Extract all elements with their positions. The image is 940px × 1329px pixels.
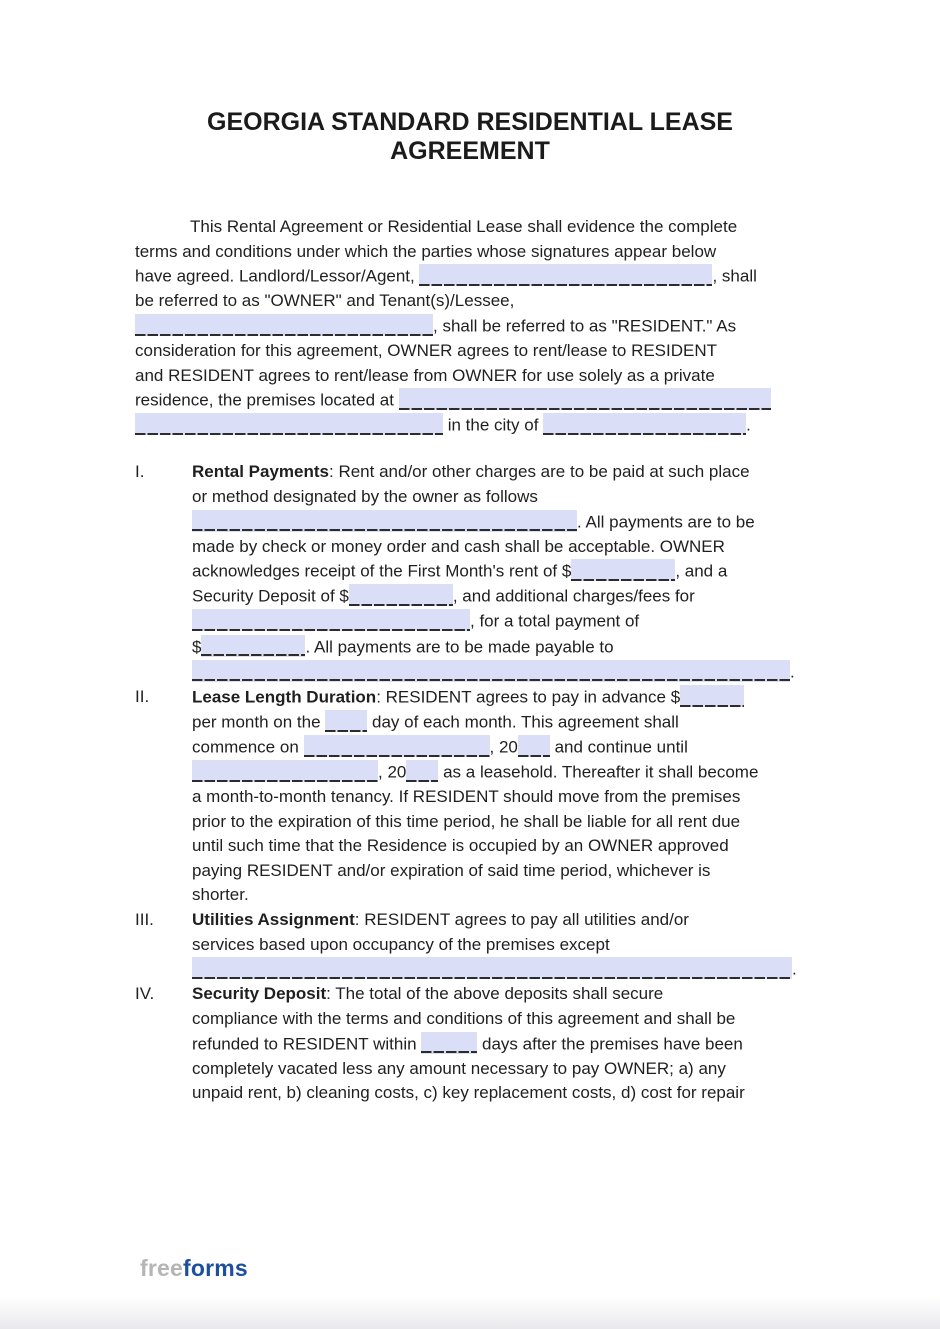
field-premises-address-line-2[interactable]	[135, 413, 443, 435]
text-run: , and a	[675, 561, 728, 581]
section-utilities-assignment	[135, 908, 940, 982]
text-run: per month on the	[192, 712, 326, 732]
field-payment-place-method[interactable]	[192, 510, 577, 532]
text-line	[135, 364, 825, 389]
field-landlord-name[interactable]	[419, 264, 712, 286]
field-first-month-rent-amount[interactable]	[571, 559, 675, 581]
text-line	[192, 785, 940, 810]
text-run: or method designated by the owner as follows	[192, 486, 538, 506]
text-run: a month-to-month tenancy. If RESIDENT should move from the premises	[192, 787, 741, 807]
field-city[interactable]	[543, 413, 746, 435]
section-security-deposit	[135, 982, 940, 1105]
text-line	[192, 735, 940, 760]
text-run: , shall be referred to as "RESIDENT." As	[433, 316, 737, 336]
field-monthly-rent-amount[interactable]	[680, 685, 744, 707]
text-line	[192, 485, 940, 510]
text-run: consideration for this agreement, OWNER agrees to rent/lease to RESIDENT	[135, 340, 718, 360]
text-run: be referred to as "OWNER" and Tenant(s)/Lessee,	[135, 291, 515, 311]
section-list	[135, 460, 940, 1105]
text-line	[135, 339, 825, 364]
text-run: . All payments are to be made payable to	[305, 637, 614, 656]
text-run: shorter.	[192, 885, 249, 905]
text-line	[192, 510, 940, 535]
text-run: This Rental Agreement or Residential Lease shall evidence the complete	[190, 217, 738, 236]
text-run: services based upon occupancy of the premises except	[192, 934, 610, 954]
text-run: compliance with the terms and conditions of this agreement and shall be	[192, 1008, 736, 1028]
text-line	[192, 908, 940, 933]
field-premises-address-line-1[interactable]	[399, 388, 771, 410]
field-end-year[interactable]	[406, 760, 438, 782]
section-numeral: III.	[135, 910, 154, 930]
text-line	[135, 215, 825, 240]
field-payment-day[interactable]	[325, 710, 367, 732]
field-security-deposit-amount[interactable]	[349, 584, 453, 606]
text-run: $	[192, 637, 202, 656]
section-lease-length-duration	[135, 685, 940, 908]
text-line	[192, 1007, 940, 1032]
text-line	[192, 810, 940, 835]
text-line	[192, 460, 940, 485]
text-line	[135, 388, 825, 413]
text-line	[192, 1032, 940, 1057]
text-line	[192, 535, 940, 560]
text-run: paying RESIDENT and/or expiration of said time period, whichever is	[192, 860, 711, 880]
text-line	[192, 710, 940, 735]
document-page	[0, 108, 940, 1329]
text-run: , for a total payment of	[470, 611, 640, 631]
text-run: until such time that the Residence is occupied by an OWNER approved	[192, 836, 729, 856]
text-line	[135, 264, 825, 289]
text-run: , shall	[712, 266, 757, 286]
text-run: days after the premises have been	[477, 1034, 743, 1053]
text-run: acknowledges receipt of the First Month's rent of $	[192, 561, 572, 581]
text-line	[135, 289, 825, 314]
text-line	[192, 933, 940, 958]
text-run: commence on	[192, 737, 304, 757]
text-run: residence, the premises located at	[135, 390, 399, 410]
section-numeral: IV.	[135, 984, 155, 1004]
text-run: prior to the expiration of this time period, he shall be liable for all rent due	[192, 811, 741, 831]
text-run: have agreed. Landlord/Lessor/Agent,	[135, 266, 420, 286]
text-run: : Rent and/or other charges are to be paid at such place	[329, 462, 750, 482]
field-total-payment-amount[interactable]	[201, 635, 305, 657]
section-numeral: I.	[135, 462, 145, 482]
intro-paragraph	[135, 215, 825, 438]
text-line	[192, 635, 940, 660]
text-line	[192, 859, 940, 884]
section-heading: Rental Payments	[192, 462, 329, 482]
section-content	[192, 460, 940, 684]
text-run: terms and conditions under which the parties whose signatures appear below	[135, 241, 717, 261]
field-tenant-name[interactable]	[135, 314, 433, 336]
text-line	[192, 1057, 940, 1082]
text-run: Security Deposit of $	[192, 586, 349, 606]
text-run: in the city of	[443, 415, 544, 435]
field-commence-date[interactable]	[304, 735, 490, 757]
section-rental-payments	[135, 460, 940, 684]
text-line	[192, 883, 940, 908]
field-end-date[interactable]	[192, 760, 378, 782]
section-numeral: II.	[135, 686, 150, 706]
text-run: completely vacated less any amount necessary to pay OWNER; a) any	[192, 1058, 726, 1078]
field-payable-to[interactable]	[192, 660, 790, 682]
freeforms-logo	[140, 1255, 248, 1282]
text-run: .	[790, 662, 795, 682]
text-line	[192, 660, 940, 685]
section-content	[192, 685, 940, 908]
text-run: , and additional charges/fees for	[452, 586, 695, 606]
text-run: , 20	[489, 737, 518, 757]
text-run: and continue until	[549, 737, 688, 757]
text-run: made by check or money order and cash shall be acceptable. OWNER	[192, 536, 725, 556]
text-run: , 20	[378, 762, 407, 782]
text-line	[192, 1081, 940, 1106]
text-line	[192, 834, 940, 859]
text-run: . All payments are to be	[577, 512, 755, 532]
text-line	[192, 584, 940, 609]
text-line	[192, 559, 940, 584]
field-utilities-exceptions[interactable]	[192, 957, 792, 979]
text-run: : RESIDENT agrees to pay in advance $	[376, 687, 681, 707]
field-additional-charges-description[interactable]	[192, 609, 470, 631]
text-line	[192, 609, 940, 634]
logo-text-forms: forms	[183, 1255, 248, 1281]
text-line	[192, 957, 940, 982]
text-line	[135, 314, 825, 339]
text-run: day of each month. This agreement shall	[367, 712, 679, 732]
section-heading: Security Deposit	[192, 984, 327, 1004]
text-run: : The total of the above deposits shall secure	[326, 984, 664, 1004]
text-line	[135, 240, 825, 265]
field-refund-days[interactable]	[421, 1032, 477, 1054]
page-bottom-edge	[0, 1297, 940, 1329]
document-title	[0, 108, 940, 166]
text-line	[135, 413, 825, 438]
text-run: : RESIDENT agrees to pay all utilities and/or	[354, 910, 689, 930]
document-title-line-1: GEORGIA STANDARD RESIDENTIAL LEASE	[207, 108, 733, 136]
text-run: refunded to RESIDENT within	[192, 1034, 422, 1053]
text-run: unpaid rent, b) cleaning costs, c) key replacement costs, d) cost for repair	[192, 1083, 745, 1103]
section-content	[192, 982, 940, 1105]
text-run: and RESIDENT agrees to rent/lease from OWNER for use solely as a private	[135, 365, 715, 385]
text-run: .	[746, 415, 751, 435]
logo-text-free: free	[140, 1255, 183, 1281]
section-heading: Utilities Assignment	[192, 910, 355, 930]
text-run: as a leasehold. Thereafter it shall become	[438, 762, 759, 782]
field-commence-year[interactable]	[518, 735, 550, 757]
text-line	[192, 982, 940, 1007]
section-heading: Lease Length Duration	[192, 687, 377, 707]
text-run: .	[792, 959, 797, 979]
section-content	[192, 908, 940, 982]
document-title-line-2: AGREEMENT	[390, 137, 550, 165]
text-line	[192, 685, 940, 710]
text-line	[192, 760, 940, 785]
